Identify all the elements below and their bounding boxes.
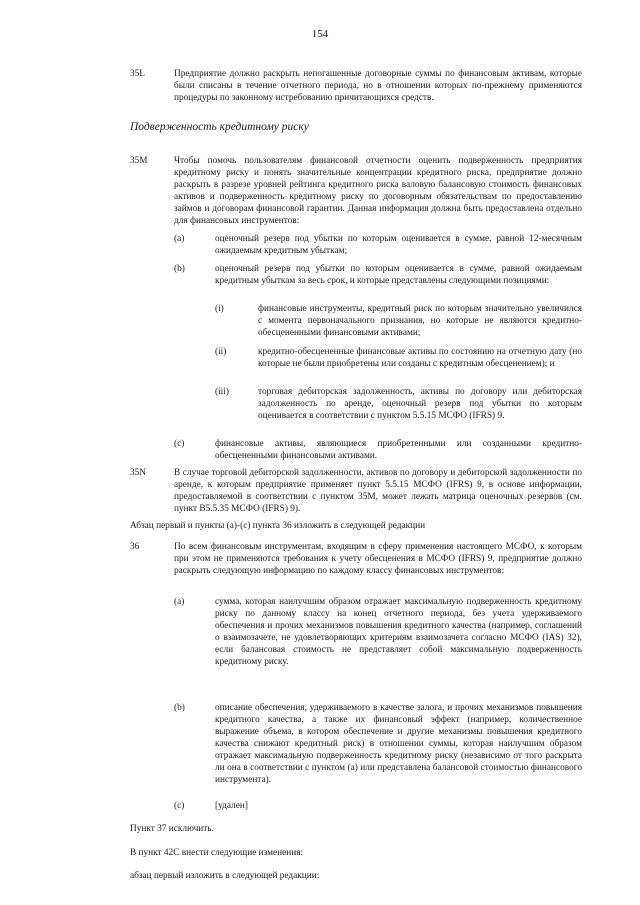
- item-36-b: [215, 702, 582, 786]
- subitem-35M-i-text: финансовые инструменты, кредитный риск по которым значительно увеличился с момента первоначального признания, но которые не являются кредитно-обесцененными финансовыми активами;: [258, 304, 582, 338]
- subitem-label-i: (i): [215, 304, 224, 314]
- item-35M-b-text: оценочный резерв под убытки по которым оценивается в сумме, равной ожидаемым кредитным убыткам за весь срок, и которые представлены следующими позициями:: [215, 264, 582, 286]
- item-35M-a: [215, 233, 582, 257]
- subitem-35M-i: [258, 303, 582, 339]
- item-36-label-c: (c): [174, 801, 185, 811]
- paragraph-35N-text: В случае торговой дебиторской задолженности, активов по договору и дебиторской задолженности по аренде, к которым предприятие применяет пункт 5.5.15 МСФО (IFRS) 9, в основе информации, предоставляемой в соответствии с пунктом 35M, может лежать матрица оценочных резервов (см. пункт B5.5.35 МСФО (IFRS) 9).: [174, 468, 582, 514]
- item-35M-a-text: оценочный резерв под убытки по которым оценивается в сумме, равной 12-месячным ожидаемым кредитным убыткам;: [215, 234, 582, 256]
- item-35M-c-text: финансовые активы, являющиеся приобретенными или созданными кредитно-обесцененными финансовыми активами.: [215, 439, 582, 461]
- item-35M-c: [215, 438, 582, 462]
- item-36-label-a: (a): [174, 597, 185, 607]
- item-36-c: [215, 800, 582, 812]
- item-36-b-text: описание обеспечения, удерживаемого в качестве залога, и прочих механизмов повышения кредитного качества, а также их финансовый эффект (например, количественное выражение объема, в котором обеспечение и другие механизмы повышения кредитного качества снижают кредитный риск) в отношении суммы, которая наилучшим образом отражает максимальную подверженность кредитному риску (независимо от того раскрыта ли она в соответствии с пунктом (a) или представлена балансовой стоимостью финансового инструмента).: [215, 703, 582, 785]
- amendment-42C: В пункт 42C внести следующие изменения:: [130, 848, 304, 858]
- item-label-b: (b): [174, 264, 185, 274]
- paragraph-36-text: По всем финансовым инструментам, входящим в сферу применения настоящего МСФО, к которым при этом не применяются требования к учету обесценения в МСФО (IFRS) 9, предприятие должно раскрыть следующую информацию по каждому классу финансовых инструментов:: [174, 542, 582, 576]
- paragraph-number-36: 36: [130, 542, 140, 552]
- paragraph-35M-text: Чтобы помочь пользователям финансовой отчетности оценить подверженность предприятия кредитному риску и понять значительные концентрации кредитного риска, предприятие должно раскрыть в разрезе уровней рейтинга кредитного риска валовую балансовую стоимость финансовых активов и подверженность кредитному риску по договорным обязательствам по предоставлению займов и договорам финансовой гарантии. Данная информация должна быть предоставлена отдельно для финансовых инструментов:: [174, 156, 582, 226]
- paragraph-35M: [174, 155, 582, 227]
- paragraph-number-35L: 35L: [130, 69, 145, 79]
- paragraph-number-35M: 35M: [130, 156, 148, 166]
- amendment-first-paragraph: абзац первый изложить в следующей редакции:: [130, 871, 320, 881]
- subitem-35M-iii: [258, 386, 582, 422]
- paragraph-35L: [174, 68, 582, 104]
- amendment-37: Пункт 37 исключить.: [130, 824, 214, 834]
- paragraph-35N: [174, 467, 582, 515]
- item-36-c-text: [удален]: [215, 801, 248, 811]
- paragraph-35L-text: Предприятие должно раскрыть непогашенные договорные суммы по финансовым активам, которые были списаны в течение отчетного периода, но в отношении которых по-прежнему применяются процедуры по законному истребованию причитающихся средств.: [174, 69, 582, 103]
- subitem-35M-ii-text: кредитно-обесцененные финансовые активы по состоянию на отчетную дату (но которые не были приобретены или созданы с кредитным обесценением); и: [258, 347, 582, 369]
- subitem-35M-iii-text: торговая дебиторская задолженность, активы по договору или дебиторская задолженность по аренде, оценочный резерв под убытки по которым оценивается в соответствии с пунктом 5.5.15 МСФО (IFRS) 9.: [258, 387, 582, 421]
- subitem-label-ii: (ii): [215, 347, 227, 357]
- amendment-36: Абзац первый и пункты (a)-(c) пункта 36 изложить в следующей редакции: [130, 521, 426, 531]
- item-label-c: (c): [174, 439, 185, 449]
- section-heading: Подверженность кредитному риску: [130, 121, 309, 133]
- item-35M-b: [215, 263, 582, 287]
- item-36-label-b: (b): [174, 703, 185, 713]
- item-36-a: [215, 596, 582, 668]
- subitem-label-iii: (iii): [215, 387, 229, 397]
- paragraph-number-35N: 35N: [130, 468, 147, 478]
- paragraph-36: [174, 541, 582, 577]
- item-36-a-text: сумма, которая наилучшим образом отражает максимальную подверженность кредитному риску по данному классу на конец отчетного периода, без учета удерживаемого обеспечения и прочих механизмов повышения кредитного качества (например, соглашений о взаимозачете, не удовлетворяющих критериям взаимозачета согласно МСФО (IAS) 32), если балансовая стоимость не представляет собой максимальную подверженность кредитному риску.: [215, 597, 582, 667]
- page-number: 154: [311, 28, 329, 40]
- item-label-a: (a): [174, 234, 185, 244]
- subitem-35M-ii: [258, 346, 582, 370]
